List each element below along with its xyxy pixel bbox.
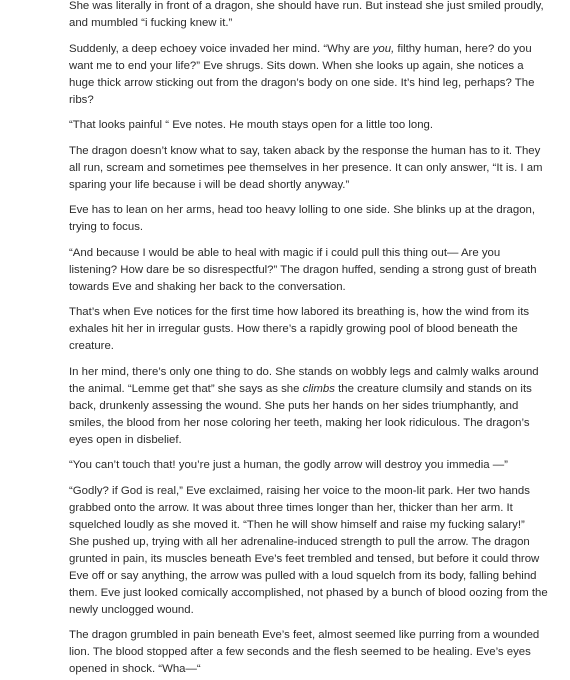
paragraph-text: That’s when Eve notices for the first time how labored its breathing is, how the wind from its exhales hit her in irregular gusts. How there’s a rapidly growing pool of blood beneath the creature.	[69, 306, 530, 352]
story-body	[69, 0, 548, 678]
paragraph-text: Eve has to lean on her arms, head too heavy lolling to one side. She blinks up at the dragon, trying to focus.	[69, 204, 536, 233]
emphasized-text: climbs	[302, 382, 335, 395]
story-paragraph	[69, 117, 548, 134]
paragraph-text: filthy human, here? do you want me to end your life?” Eve shrugs. Sits down. When she looks up again, she notices a huge thick arrow sticking out from the dragon’s body on one side. It’s hind leg, perhaps? The ribs?	[69, 42, 535, 106]
story-paragraph	[69, 143, 548, 194]
story-paragraph	[69, 483, 548, 619]
paragraph-text: the creature clumsily and stands on its back, drunkenly assessing the wound. She puts her hands on her sides triumphantly, and smiles, the blood from her nose coloring her teeth, making her look ridiculous. The dragon’s eyes open in disbelief.	[69, 382, 532, 446]
paragraph-text: “And because I would be able to heal with magic if i could pull this thing out— Are you listening? How dare be so disrespectful?” The dragon huffed, sending a strong gust of breath towards Eve and shaking her back to the conversation.	[69, 246, 537, 293]
emphasized-text: you,	[372, 42, 395, 55]
story-paragraph	[69, 0, 548, 32]
paragraph-text: She was literally in front of a dragon, she should have run. But instead she just smiled proudly, and mumbled “i fucking knew it.”	[69, 0, 544, 29]
story-paragraph	[69, 202, 548, 236]
story-paragraph	[69, 627, 548, 678]
paragraph-text: “You can’t touch that! you’re just a human, the godly arrow will destroy you immedia —”	[69, 459, 508, 471]
story-paragraph	[69, 364, 548, 449]
paragraph-text: In her mind, there’s only one thing to do. She stands on wobbly legs and calmly walks around the animal. “Lemme get that” she says as she	[69, 365, 539, 395]
paragraph-text: The dragon doesn’t know what to say, taken aback by the response the human has to it. They all run, scream and sometimes pee themselves in her presence. It can only answer, “It is. I am sparing your life because i will be dead shortly anyway.”	[69, 144, 543, 191]
paragraph-text: “That looks painful “ Eve notes. He mouth stays open for a little too long.	[69, 119, 434, 131]
paragraph-text: “Godly? if God is real,” Eve exclaimed, raising her voice to the moon-lit park. Her two hands grabbed onto the arrow. It was about three times longer than her, thicker than her arm. It squelched loudly as she moved it. “Then he will show himself and raise my fucking salary!” She pushed up, trying with all her adrenaline-induced strength to pull the arrow. The dragon grunted in pain, its muscles beneath Eve’s feet trembled and tensed, but before it could throw Eve off or say anything, the arrow was pulled with a loud squelch from its body, falling behind them. Eve just looked comically accomplished, not phased by a bunch of blood oozing from the newly unclogged wound.	[69, 484, 548, 616]
story-paragraph	[69, 245, 548, 296]
story-paragraph	[69, 457, 548, 474]
paragraph-text: The dragon grumbled in pain beneath Eve’s feet, almost seemed like purring from a wounded lion. The blood stopped after a few seconds and the flesh seemed to be healing. Eve’s eyes opened in shock. “Wha—“	[69, 629, 540, 675]
paragraph-text: Suddenly, a deep echoey voice invaded her mind. “Why are	[69, 42, 373, 55]
story-paragraph	[69, 304, 548, 355]
story-paragraph	[69, 41, 548, 109]
